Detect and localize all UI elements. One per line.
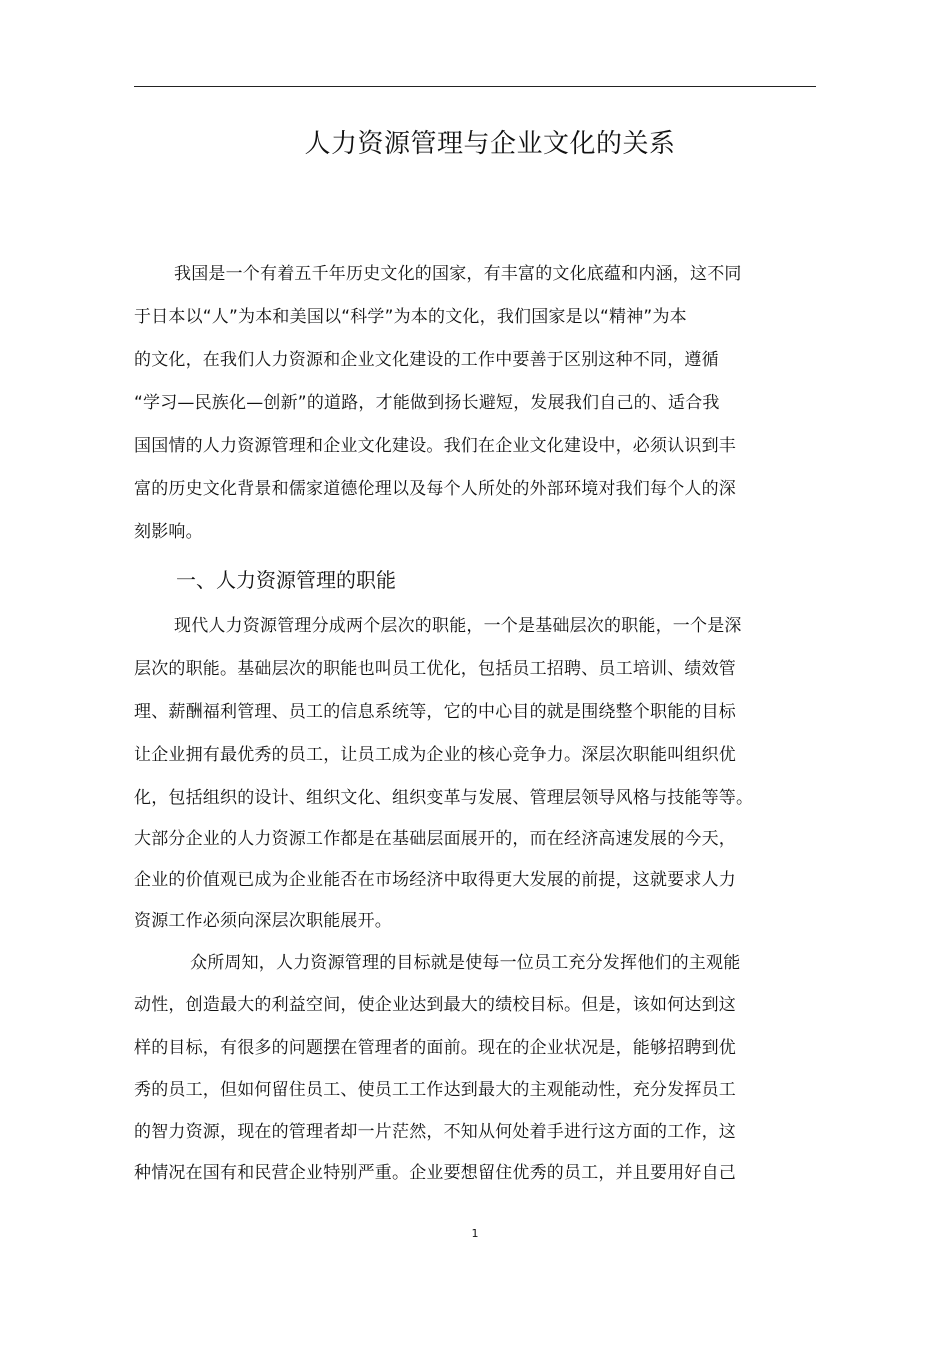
paragraph-2-line-4: 让企业拥有最优秀的员工，让员工成为企业的核心竞争力。深层次职能叫组织优 [134,745,736,765]
header-rule [134,86,816,87]
paragraph-1-line-6: 富的历史文化背景和儒家道德伦理以及每个人所处的外部环境对我们每个人的深 [134,479,736,499]
paragraph-2-line-5: 化，包括组织的设计、组织文化、组织变革与发展、管理层领导风格与技能等等。 [134,788,754,808]
paragraph-1-line-3: 的文化，在我们人力资源和企业文化建设的工作中要善于区别这种不同，遵循 [134,350,719,370]
paragraph-3-line-1: 众所周知，人力资源管理的目标就是使每一位员工充分发挥他们的主观能 [190,953,741,973]
paragraph-1-line-1: 我国是一个有着五千年历史文化的国家，有丰富的文化底蕴和内涵，这不同 [174,264,742,284]
paragraph-1-line-2: 于日本以“人”为本和美国以“科学”为本的文化，我们国家是以“精神”为本 [134,307,687,327]
paragraph-3-line-3: 样的目标，有很多的问题摆在管理者的面前。现在的企业状况是，能够招聘到优 [134,1038,736,1058]
section-heading: 一、人力资源管理的职能 [176,568,396,592]
paragraph-3-line-6: 种情况在国有和民营企业特别严重。企业要想留住优秀的员工，并且要用好自己 [134,1163,736,1183]
paragraph-3-line-2: 动性，创造最大的利益空间，使企业达到最大的绩校目标。但是，该如何达到这 [134,995,736,1015]
paragraph-1-line-4: “学习—民族化—创新”的道路，才能做到扬长避短，发展我们自己的、适合我 [134,393,720,413]
paragraph-3-line-5: 的智力资源，现在的管理者却一片茫然，不知从何处着手进行这方面的工作，这 [134,1122,736,1142]
paragraph-1-line-5: 国国情的人力资源管理和企业文化建设。我们在企业文化建设中，必须认识到丰 [134,436,736,456]
paragraph-3-line-4: 秀的员工，但如何留住员工、使员工工作达到最大的主观能动性，充分发挥员工 [134,1080,736,1100]
paragraph-2-line-3: 理、薪酬福利管理、员工的信息系统等，它的中心目的就是围绕整个职能的目标 [134,702,736,722]
document-title: 人力资源管理与企业文化的关系 [304,129,676,159]
paragraph-2-line-1: 现代人力资源管理分成两个层次的职能，一个是基础层次的职能，一个是深 [174,616,742,636]
paragraph-1-line-7: 刻影响。 [134,522,203,542]
paragraph-2-line-6: 大部分企业的人力资源工作都是在基础层面展开的，而在经济高速发展的今天， [134,829,736,849]
paragraph-2-line-7: 企业的价值观已成为企业能否在市场经济中取得更大发展的前提，这就要求人力 [134,870,736,890]
page-number: 1 [471,1227,479,1240]
paragraph-2-line-8: 资源工作必须向深层次职能展开。 [134,911,392,931]
paragraph-2-line-2: 层次的职能。基础层次的职能也叫员工优化，包括员工招聘、员工培训、绩效管 [134,659,736,679]
